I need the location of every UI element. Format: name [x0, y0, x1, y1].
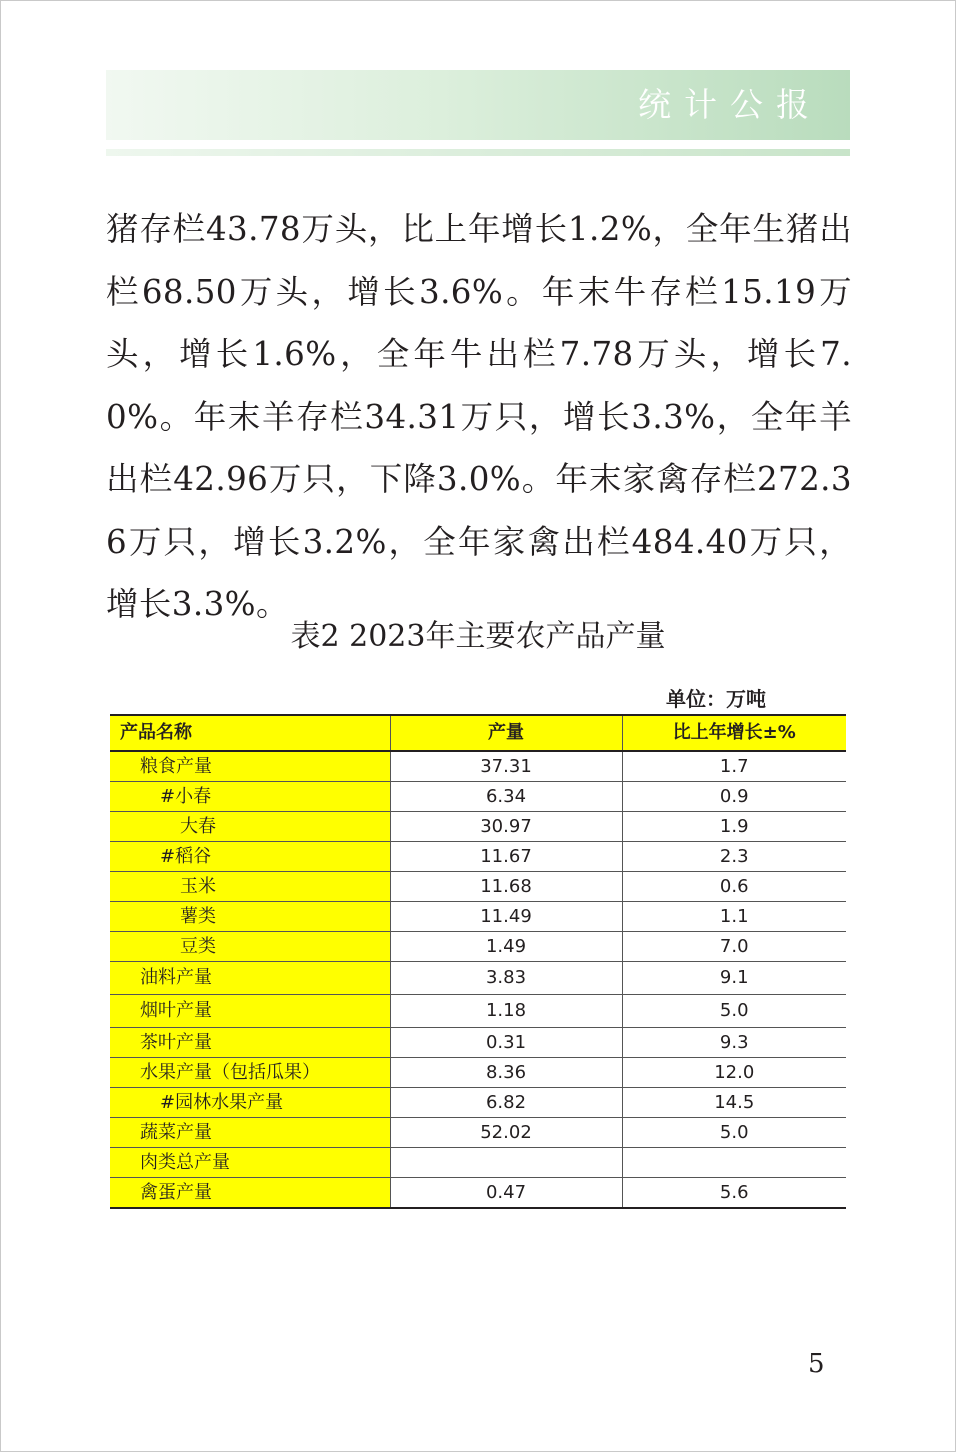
header-banner: [106, 70, 850, 140]
cell-output: [390, 1148, 622, 1178]
cell-output: 0.31: [390, 1028, 622, 1058]
table-header-row: [110, 715, 846, 751]
cell-product-name: 粮食产量: [110, 751, 390, 782]
cell-product-name: 油料产量: [110, 962, 390, 995]
cell-output: 52.02: [390, 1118, 622, 1148]
cell-output: 6.82: [390, 1088, 622, 1118]
cell-growth: 0.9: [622, 782, 846, 812]
cell-product-name: 玉米: [110, 872, 390, 902]
header-growth: 比上年增长±%: [622, 715, 846, 751]
cell-growth: 5.0: [622, 1118, 846, 1148]
cell-growth: [622, 1148, 846, 1178]
cell-product-name: 禽蛋产量: [110, 1178, 390, 1209]
table-row: [110, 1058, 846, 1088]
cell-product-name: 蔬菜产量: [110, 1118, 390, 1148]
section-title: 统计公报: [638, 85, 822, 124]
cell-output: 1.18: [390, 995, 622, 1028]
header-rule: [106, 149, 850, 156]
cell-output: 3.83: [390, 962, 622, 995]
cell-output: 11.68: [390, 872, 622, 902]
cell-growth: 9.1: [622, 962, 846, 995]
agri-output-table: [110, 714, 846, 1209]
header-product-name: 产品名称: [110, 715, 390, 751]
page-number: 5: [808, 1349, 825, 1379]
cell-output: 11.49: [390, 902, 622, 932]
cell-product-name: #小春: [110, 782, 390, 812]
table-row: [110, 842, 846, 872]
table-row: [110, 812, 846, 842]
table-unit: 单位：万吨: [666, 687, 766, 711]
cell-output: 6.34: [390, 782, 622, 812]
cell-growth: 1.9: [622, 812, 846, 842]
cell-output: 8.36: [390, 1058, 622, 1088]
cell-product-name: 豆类: [110, 932, 390, 962]
cell-growth: 9.3: [622, 1028, 846, 1058]
table-row: [110, 962, 846, 995]
cell-growth: 14.5: [622, 1088, 846, 1118]
cell-product-name: 烟叶产量: [110, 995, 390, 1028]
cell-growth: 5.0: [622, 995, 846, 1028]
table-row: [110, 751, 846, 782]
cell-output: 30.97: [390, 812, 622, 842]
cell-product-name: #园林水果产量: [110, 1088, 390, 1118]
cell-growth: 0.6: [622, 872, 846, 902]
table-caption: 表2 2023年主要农产品产量: [290, 619, 666, 654]
table-row: [110, 995, 846, 1028]
cell-output: 11.67: [390, 842, 622, 872]
table-row: [110, 872, 846, 902]
table-row: [110, 782, 846, 812]
table-row: [110, 1028, 846, 1058]
cell-product-name: 茶叶产量: [110, 1028, 390, 1058]
table-row: [110, 932, 846, 962]
table-row: [110, 902, 846, 932]
cell-product-name: #稻谷: [110, 842, 390, 872]
cell-growth: 5.6: [622, 1178, 846, 1209]
cell-product-name: 水果产量（包括瓜果）: [110, 1058, 390, 1088]
table-row: [110, 1178, 846, 1209]
cell-product-name: 大春: [110, 812, 390, 842]
cell-growth: 2.3: [622, 842, 846, 872]
cell-product-name: 肉类总产量: [110, 1148, 390, 1178]
table-row: [110, 1148, 846, 1178]
table-row: [110, 1088, 846, 1118]
cell-growth: 1.7: [622, 751, 846, 782]
cell-growth: 7.0: [622, 932, 846, 962]
table-body: [110, 751, 846, 1208]
cell-growth: 1.1: [622, 902, 846, 932]
body-paragraph: 猪存栏43.78万头，比上年增长1.2%，全年生猪出栏68.50万头，增长3.6%。年末牛存栏15.19万头，增长1.6%，全年牛出栏7.78万头，增长7.0%。年末羊存栏34.31万只，增长3.3%，全年羊出栏42.96万只，下降3.0%。年末家禽存栏272.36万只，增长3.2%，全年家禽出栏484.40万只，增长3.3%。: [106, 210, 852, 623]
cell-output: 37.31: [390, 751, 622, 782]
cell-product-name: 薯类: [110, 902, 390, 932]
cell-output: 0.47: [390, 1178, 622, 1209]
header-output: 产量: [390, 715, 622, 751]
cell-growth: 12.0: [622, 1058, 846, 1088]
table-row: [110, 1118, 846, 1148]
cell-output: 1.49: [390, 932, 622, 962]
